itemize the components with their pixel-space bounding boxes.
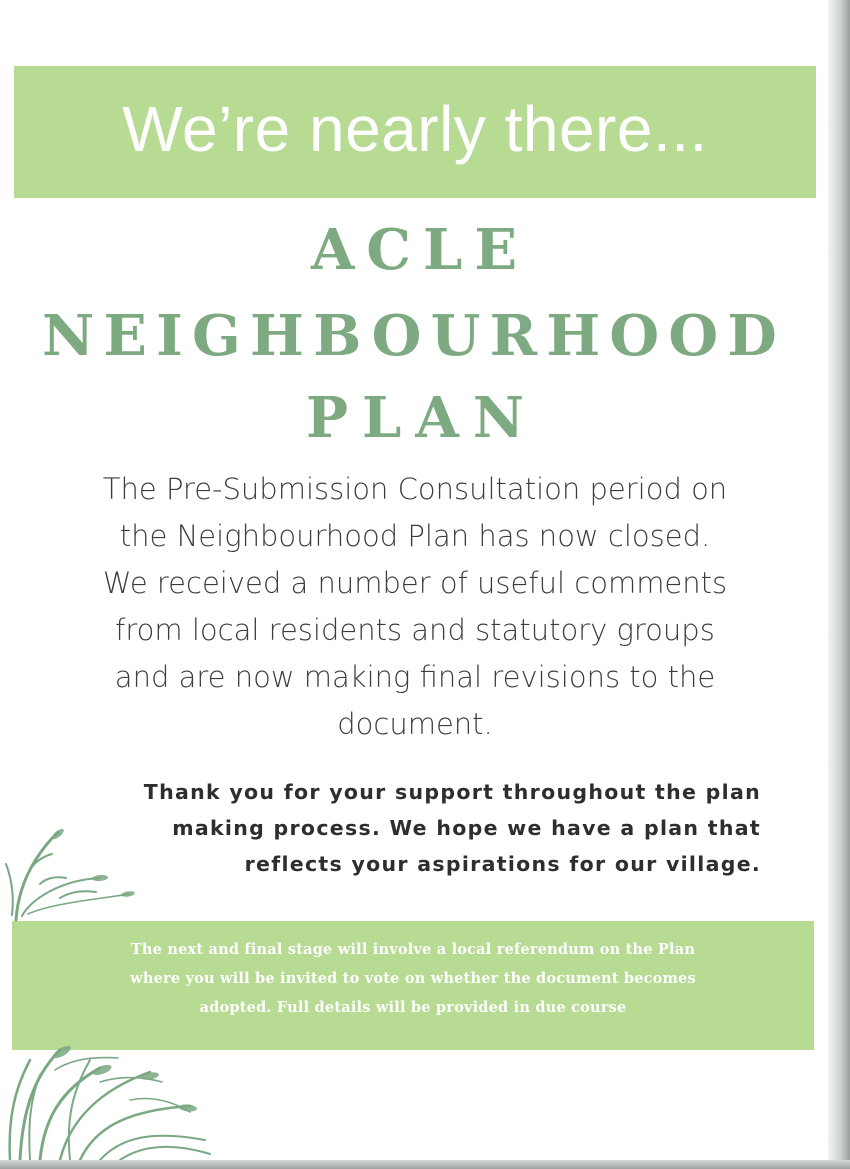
next-stage-line: adopted. Full details will be provided in due course [199, 999, 627, 1016]
next-stage-line: where you will be invited to vote on whether the document becomes [130, 970, 696, 987]
message-line: the Neighbourhood Plan has now closed. [119, 519, 711, 553]
next-stage-line: The next and final stage will involve a local referendum on the Plan [130, 941, 696, 958]
message-line: from local residents and statutory groups [115, 613, 715, 647]
thanks-line: reflects your aspirations for our village. [244, 852, 761, 876]
next-stage-banner [12, 921, 814, 1050]
thank-you-message [120, 774, 761, 882]
header-tagline: We’re nearly there... [122, 93, 708, 165]
title-line-plan: PLAN [305, 385, 539, 451]
consultation-message [40, 466, 790, 748]
title-line-acle: ACLE [310, 217, 530, 283]
message-line: and are now making final revisions to the [114, 660, 716, 694]
paper-edge-bottom [0, 1160, 850, 1169]
message-line: We received a number of useful comments [102, 566, 728, 600]
thanks-line: Thank you for your support throughout the plan [143, 780, 761, 804]
message-line: The Pre-Submission Consultation period on [102, 472, 728, 506]
message-line: document. [337, 707, 493, 741]
title-line-neighbourhood: NEIGHBOURHOOD [42, 303, 786, 369]
thanks-line: making process. We hope we have a plan that [172, 816, 761, 840]
header-banner [14, 66, 816, 198]
paper-edge-right [828, 0, 850, 1169]
next-stage-text [28, 935, 798, 1022]
